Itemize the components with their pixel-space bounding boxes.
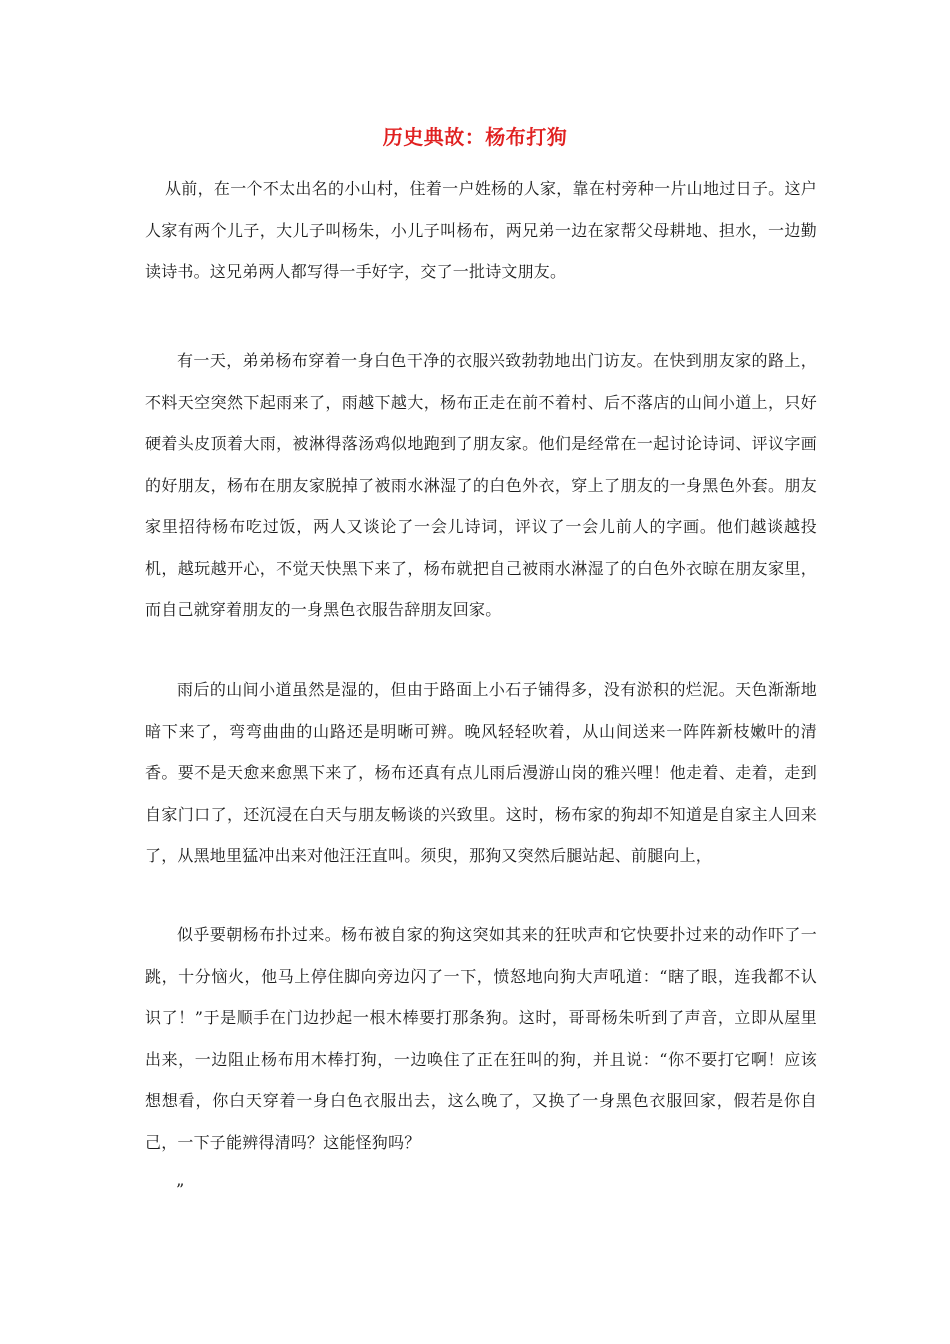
paragraph-3: 雨后的山间小道虽然是湿的，但由于路面上小石子铺得多，没有淤积的烂泥。天色渐渐地暗下来了，弯弯曲曲的山路还是明晰可辨。晚风轻轻吹着，从山间送来一阵阵新枝嫩叶的清香。要不是天愈来愈黑下来了，杨布还真有点儿雨后漫游山岗的雅兴哩！他走着、走着，走到自家门口了，还沉浸在白天与朋友畅谈的兴致里。这时，杨布家的狗却不知道是自家主人回来了，从黑地里猛冲出来对他汪汪直叫。须臾，那狗又突然后腿站起、前腿向上， <box>145 680 817 865</box>
paragraph-4: 似乎要朝杨布扑过来。杨布被自家的狗这突如其来的狂吠声和它快要扑过来的动作吓了一跳，十分恼火，他马上停住脚向旁边闪了一下，愤怒地向狗大声吼道：“瞎了眼，连我都不认识了！”于是顺手在门边抄起一根木棒要打那条狗。这时，哥哥杨朱听到了声音，立即从屋里出来，一边阻止杨布用木棒打狗，一边唤住了正在狂叫的狗，并且说：“你不要打它啊！应该想想看，你白天穿着一身白色衣服出去，这么晚了，又换了一身黑色衣服回家，假若是你自己，一下子能辨得清吗？这能怪狗吗？ <box>145 925 817 1152</box>
paragraph-2: 有一天，弟弟杨布穿着一身白色干净的衣服兴致勃勃地出门访友。在快到朋友家的路上，不料天空突然下起雨来了，雨越下越大，杨布正走在前不着村、后不落店的山间小道上，只好硬着头皮顶着大雨，被淋得落汤鸡似地跑到了朋友家。他们是经常在一起讨论诗词、评议字画的好朋友，杨布在朋友家脱掉了被雨水淋湿了的白色外衣，穿上了朋友的一身黑色外套。朋友家里招待杨布吃过饭，两人又谈论了一会儿诗词，评议了一会儿前人的字画。他们越谈越投机，越玩越开心，不觉天快黑下来了，杨布就把自己被雨水淋湿了的白色外衣晾在朋友家里，而自己就穿着朋友的一身黑色衣服告辞朋友回家。 <box>145 351 817 619</box>
document-title: 历史典故：杨布打狗 <box>382 125 568 149</box>
closing-quote: ” <box>176 1180 185 1199</box>
paragraph-1: 从前，在一个不太出名的小山村，住着一户姓杨的人家，靠在村旁种一片山地过日子。这户人家有两个儿子，大儿子叫杨朱，小儿子叫杨布，两兄弟一边在家帮父母耕地、担水，一边勤读诗书。这兄弟两人都写得一手好字，交了一批诗文朋友。 <box>145 179 817 281</box>
